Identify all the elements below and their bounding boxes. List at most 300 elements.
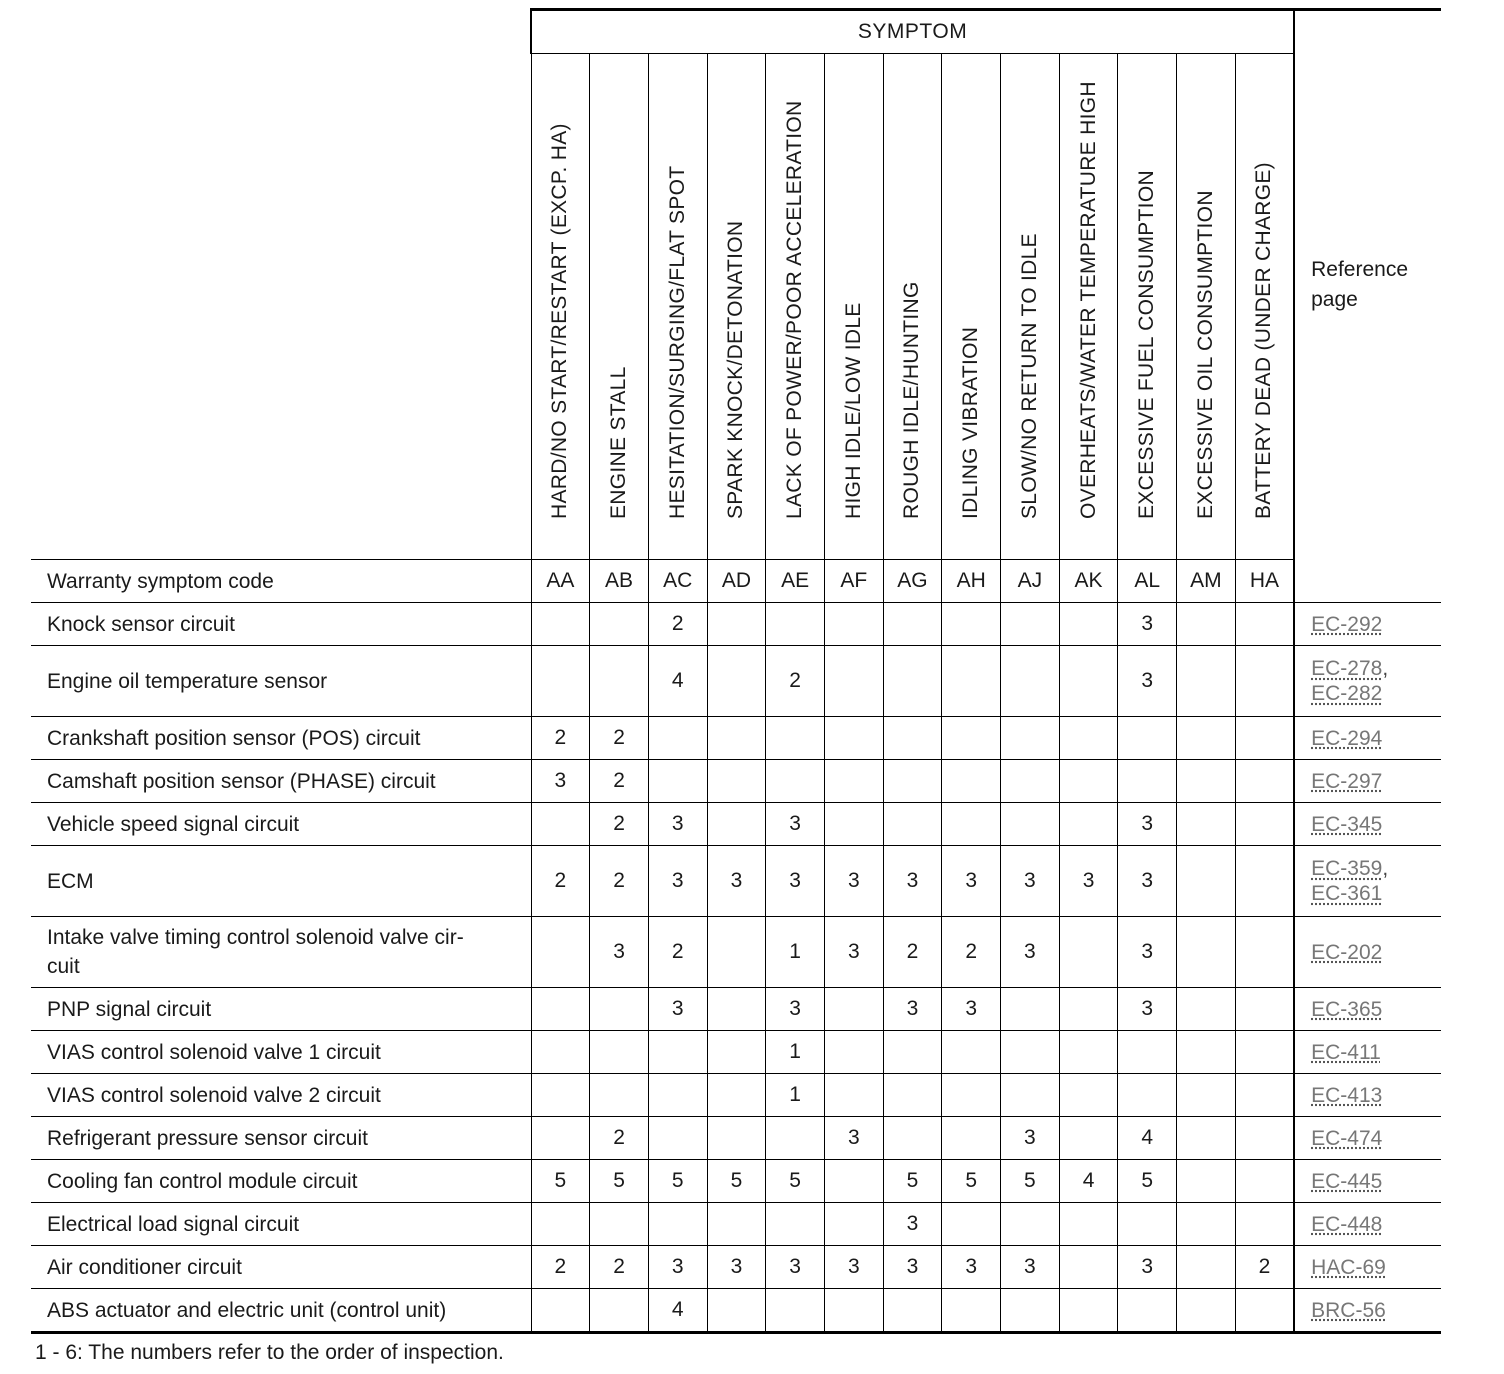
reference-link[interactable]: EC-297 <box>1311 769 1383 793</box>
table-row <box>31 917 1441 988</box>
inspection-order-cell <box>531 1289 590 1333</box>
inspection-order-cell <box>648 760 707 803</box>
inspection-order-cell <box>883 646 942 717</box>
symptom-header-label: IDLING VIBRATION <box>959 326 983 519</box>
reference-page-cell <box>1294 603 1441 646</box>
row-label: ABS actuator and electric unit (control unit) <box>31 1289 531 1333</box>
inspection-order-cell: 3 <box>883 1203 942 1246</box>
inspection-order-cell <box>1118 760 1177 803</box>
inspection-order-cell: 3 <box>1001 1117 1060 1160</box>
inspection-order-cell: 5 <box>766 1160 825 1203</box>
inspection-order-cell <box>883 1074 942 1117</box>
inspection-order-cell <box>766 1203 825 1246</box>
warranty-code-cell: AB <box>590 560 649 603</box>
inspection-order-cell <box>1118 1203 1177 1246</box>
inspection-order-cell <box>1235 1203 1294 1246</box>
reference-link[interactable]: EC-282 <box>1311 682 1383 705</box>
inspection-order-cell: 3 <box>1059 846 1118 917</box>
inspection-order-cell <box>942 1031 1001 1074</box>
table-row <box>31 760 1441 803</box>
warranty-code-cell: AF <box>824 560 883 603</box>
inspection-order-cell <box>1001 760 1060 803</box>
inspection-order-cell <box>766 1289 825 1333</box>
reference-page-cell <box>1294 1117 1441 1160</box>
symptom-header-wrap <box>766 63 824 543</box>
inspection-order-cell: 5 <box>648 1160 707 1203</box>
inspection-order-cell <box>1235 1289 1294 1333</box>
table-row <box>31 803 1441 846</box>
warranty-code-cell: HA <box>1235 560 1294 603</box>
inspection-order-cell <box>1177 803 1236 846</box>
inspection-order-cell: 3 <box>1118 603 1177 646</box>
inspection-order-cell: 2 <box>590 717 649 760</box>
inspection-order-cell <box>883 717 942 760</box>
inspection-order-cell <box>1235 1160 1294 1203</box>
inspection-order-cell <box>1059 1246 1118 1289</box>
symptom-header-wrap <box>825 63 883 543</box>
inspection-order-cell <box>531 917 590 988</box>
symptom-header-label: SLOW/NO RETURN TO IDLE <box>1017 233 1041 519</box>
footnote: 1 - 6: The numbers refer to the order of inspection. <box>35 1341 504 1364</box>
inspection-order-cell <box>942 1074 1001 1117</box>
inspection-order-cell <box>1001 717 1060 760</box>
inspection-order-cell: 3 <box>883 988 942 1031</box>
warranty-code-cell: AD <box>707 560 766 603</box>
inspection-order-cell <box>1059 1074 1118 1117</box>
inspection-order-cell: 3 <box>531 760 590 803</box>
inspection-order-cell <box>824 1289 883 1333</box>
inspection-order-cell: 3 <box>1118 846 1177 917</box>
reference-link[interactable]: EC-294 <box>1311 726 1383 750</box>
inspection-order-cell: 2 <box>531 717 590 760</box>
symptom-header-al <box>1118 54 1177 560</box>
warranty-code-cell: AC <box>648 560 707 603</box>
inspection-order-cell: 5 <box>883 1160 942 1203</box>
inspection-order-cell: 3 <box>883 846 942 917</box>
warranty-code-cell: AL <box>1118 560 1177 603</box>
table-row <box>31 1031 1441 1074</box>
reference-page-cell <box>1294 760 1441 803</box>
inspection-order-cell <box>1177 646 1236 717</box>
inspection-order-cell <box>942 603 1001 646</box>
inspection-order-cell <box>1059 917 1118 988</box>
inspection-order-cell: 5 <box>942 1160 1001 1203</box>
inspection-order-cell: 3 <box>942 846 1001 917</box>
inspection-order-cell: 2 <box>531 1246 590 1289</box>
inspection-order-cell <box>824 603 883 646</box>
inspection-order-cell <box>1001 1031 1060 1074</box>
symptom-header-label: EXCESSIVE OIL CONSUMPTION <box>1193 190 1217 519</box>
reference-link[interactable]: EC-413 <box>1311 1083 1383 1107</box>
inspection-order-cell <box>531 1203 590 1246</box>
inspection-order-cell: 3 <box>648 1246 707 1289</box>
inspection-order-cell: 3 <box>1001 1246 1060 1289</box>
inspection-order-cell <box>824 760 883 803</box>
inspection-order-cell: 3 <box>648 803 707 846</box>
symptom-matrix-table <box>31 8 1441 1334</box>
inspection-order-cell: 3 <box>1118 988 1177 1031</box>
inspection-order-cell <box>824 1203 883 1246</box>
reference-header-line2: page <box>1311 288 1358 312</box>
inspection-order-cell <box>1235 603 1294 646</box>
reference-page-cell <box>1294 803 1441 846</box>
symptom-header-label: OVERHEATS/WATER TEMPERATURE HIGH <box>1076 81 1100 519</box>
inspection-order-cell <box>531 646 590 717</box>
inspection-order-cell <box>531 803 590 846</box>
symptom-group-header: SYMPTOM <box>531 10 1294 54</box>
inspection-order-cell <box>883 760 942 803</box>
inspection-order-cell <box>1235 1117 1294 1160</box>
inspection-order-cell <box>1177 1160 1236 1203</box>
inspection-order-cell: 3 <box>707 846 766 917</box>
inspection-order-cell <box>707 717 766 760</box>
inspection-order-cell <box>590 603 649 646</box>
inspection-order-cell <box>1177 846 1236 917</box>
inspection-order-cell <box>590 1074 649 1117</box>
table-row <box>31 1246 1441 1289</box>
reference-link[interactable]: EC-359 <box>1311 857 1383 880</box>
reference-page-cell <box>1294 1074 1441 1117</box>
row-label: Intake valve timing control solenoid valve cir- cuit <box>31 917 531 988</box>
symptom-header-wrap <box>1001 63 1059 543</box>
reference-page-cell <box>1294 1203 1441 1246</box>
inspection-order-cell <box>1177 917 1236 988</box>
inspection-order-cell <box>1235 760 1294 803</box>
inspection-order-cell: 3 <box>1001 846 1060 917</box>
inspection-order-cell <box>1235 646 1294 717</box>
inspection-order-cell <box>648 1031 707 1074</box>
symptom-header-wrap <box>532 63 590 543</box>
inspection-order-cell <box>1235 917 1294 988</box>
table-row <box>31 646 1441 717</box>
inspection-order-cell: 3 <box>824 1117 883 1160</box>
warranty-code-cell: AK <box>1059 560 1118 603</box>
reference-page-cell <box>1294 1031 1441 1074</box>
warranty-code-cell: AE <box>766 560 825 603</box>
table-row <box>31 1289 1441 1333</box>
matrix-body <box>31 560 1441 1333</box>
inspection-order-cell <box>1177 1031 1236 1074</box>
reference-link[interactable]: EC-474 <box>1311 1126 1383 1150</box>
inspection-order-cell <box>590 1203 649 1246</box>
symptom-matrix-sheet <box>31 8 1441 1334</box>
inspection-order-cell <box>1235 1031 1294 1074</box>
inspection-order-cell <box>1235 1074 1294 1117</box>
symptom-header-aj <box>1001 54 1060 560</box>
reference-link[interactable]: BRC-56 <box>1311 1298 1386 1322</box>
symptom-header-wrap <box>942 63 1000 543</box>
symptom-header-label: ENGINE STALL <box>607 366 631 519</box>
inspection-order-cell <box>1235 846 1294 917</box>
inspection-order-cell <box>883 603 942 646</box>
inspection-order-cell <box>707 1074 766 1117</box>
row-label: Crankshaft position sensor (POS) circuit <box>31 717 531 760</box>
symptom-header-wrap <box>590 63 648 543</box>
inspection-order-cell <box>824 1031 883 1074</box>
symptom-header-label: LACK OF POWER/POOR ACCELERATION <box>783 100 807 519</box>
inspection-order-cell <box>766 603 825 646</box>
inspection-order-cell: 2 <box>883 917 942 988</box>
inspection-order-cell <box>1001 803 1060 846</box>
inspection-order-cell <box>707 646 766 717</box>
symptom-header-wrap <box>1177 63 1235 543</box>
reference-link[interactable]: EC-292 <box>1311 612 1383 636</box>
inspection-order-cell <box>707 803 766 846</box>
inspection-order-cell: 3 <box>648 988 707 1031</box>
inspection-order-cell <box>707 760 766 803</box>
reference-page-cell <box>1294 717 1441 760</box>
inspection-order-cell: 2 <box>648 917 707 988</box>
symptom-header-ad <box>707 54 766 560</box>
inspection-order-cell: 2 <box>648 603 707 646</box>
inspection-order-cell: 5 <box>707 1160 766 1203</box>
symptom-header-am <box>1177 54 1236 560</box>
reference-header-line1: Reference <box>1311 258 1409 282</box>
warranty-code-label: Warranty symptom code <box>31 560 531 603</box>
warranty-code-ref-empty <box>1294 560 1441 603</box>
inspection-order-cell <box>1177 717 1236 760</box>
inspection-order-cell <box>707 1203 766 1246</box>
inspection-order-cell: 4 <box>648 646 707 717</box>
inspection-order-cell: 3 <box>707 1246 766 1289</box>
warranty-code-cell: AA <box>531 560 590 603</box>
inspection-order-cell <box>1001 1074 1060 1117</box>
table-row <box>31 603 1441 646</box>
reference-page-cell <box>1294 917 1441 988</box>
inspection-order-cell <box>1118 1289 1177 1333</box>
inspection-order-cell: 3 <box>942 1246 1001 1289</box>
symptom-header-aa <box>531 54 590 560</box>
table-row <box>31 1160 1441 1203</box>
row-label: VIAS control solenoid valve 2 circuit <box>31 1074 531 1117</box>
inspection-order-cell <box>1059 717 1118 760</box>
inspection-order-cell <box>883 1117 942 1160</box>
row-label: Refrigerant pressure sensor circuit <box>31 1117 531 1160</box>
inspection-order-cell <box>942 1203 1001 1246</box>
inspection-order-cell <box>1118 717 1177 760</box>
inspection-order-cell <box>1177 1074 1236 1117</box>
row-label: Camshaft position sensor (PHASE) circuit <box>31 760 531 803</box>
inspection-order-cell: 3 <box>824 846 883 917</box>
symptom-header-ae <box>766 54 825 560</box>
row-label: Vehicle speed signal circuit <box>31 803 531 846</box>
inspection-order-cell: 4 <box>1118 1117 1177 1160</box>
inspection-order-cell: 3 <box>824 1246 883 1289</box>
inspection-order-cell <box>766 760 825 803</box>
inspection-order-cell <box>824 988 883 1031</box>
inspection-order-cell <box>1059 1203 1118 1246</box>
reference-page-cell <box>1294 646 1441 717</box>
inspection-order-cell <box>590 646 649 717</box>
inspection-order-cell <box>1177 760 1236 803</box>
symptom-header-label: SPARK KNOCK/DETONATION <box>724 220 748 519</box>
inspection-order-cell <box>942 717 1001 760</box>
inspection-order-cell: 3 <box>590 917 649 988</box>
inspection-order-cell: 3 <box>648 846 707 917</box>
inspection-order-cell <box>766 717 825 760</box>
reference-page-cell <box>1294 1246 1441 1289</box>
symptom-header-ab <box>590 54 649 560</box>
row-label: VIAS control solenoid valve 1 circuit <box>31 1031 531 1074</box>
inspection-order-cell <box>1001 988 1060 1031</box>
table-row <box>31 988 1441 1031</box>
reference-page-cell <box>1294 1289 1441 1333</box>
inspection-order-cell <box>1059 1117 1118 1160</box>
inspection-order-cell <box>824 717 883 760</box>
symptom-header-wrap <box>884 63 942 543</box>
symptom-header-label: HIGH IDLE/LOW IDLE <box>841 302 865 519</box>
inspection-order-cell: 2 <box>942 917 1001 988</box>
symptom-header-ha <box>1235 54 1294 560</box>
symptom-header-wrap <box>649 63 707 543</box>
inspection-order-cell <box>531 1031 590 1074</box>
reference-page-header <box>1294 10 1441 560</box>
inspection-order-cell <box>883 1031 942 1074</box>
inspection-order-cell <box>1177 1117 1236 1160</box>
reference-link[interactable]: EC-448 <box>1311 1212 1383 1236</box>
inspection-order-cell <box>707 603 766 646</box>
inspection-order-cell <box>824 803 883 846</box>
warranty-code-row <box>31 560 1441 603</box>
inspection-order-cell <box>1001 1203 1060 1246</box>
reference-page-cell <box>1294 846 1441 917</box>
inspection-order-cell: 2 <box>1235 1246 1294 1289</box>
reference-link[interactable]: EC-278 <box>1311 657 1383 680</box>
inspection-order-cell <box>648 1203 707 1246</box>
inspection-order-cell: 2 <box>590 760 649 803</box>
inspection-order-cell: 1 <box>766 1031 825 1074</box>
inspection-order-cell <box>1235 988 1294 1031</box>
inspection-order-cell: 2 <box>590 846 649 917</box>
inspection-order-cell <box>1001 1289 1060 1333</box>
inspection-order-cell <box>766 1117 825 1160</box>
inspection-order-cell: 3 <box>824 917 883 988</box>
row-label: ECM <box>31 846 531 917</box>
inspection-order-cell: 5 <box>1001 1160 1060 1203</box>
warranty-code-cell: AM <box>1177 560 1236 603</box>
inspection-order-cell <box>1235 717 1294 760</box>
row-label: PNP signal circuit <box>31 988 531 1031</box>
inspection-order-cell <box>590 1031 649 1074</box>
inspection-order-cell <box>707 1289 766 1333</box>
table-row <box>31 1117 1441 1160</box>
row-label: Knock sensor circuit <box>31 603 531 646</box>
inspection-order-cell <box>590 1289 649 1333</box>
inspection-order-cell: 3 <box>766 803 825 846</box>
inspection-order-cell: 3 <box>766 1246 825 1289</box>
inspection-order-cell: 4 <box>648 1289 707 1333</box>
reference-link[interactable]: EC-202 <box>1311 940 1383 964</box>
inspection-order-cell <box>1177 988 1236 1031</box>
inspection-order-cell <box>942 1289 1001 1333</box>
inspection-order-cell: 5 <box>531 1160 590 1203</box>
inspection-order-cell <box>648 1117 707 1160</box>
inspection-order-cell <box>824 1074 883 1117</box>
reference-link[interactable]: EC-361 <box>1311 882 1383 905</box>
inspection-order-cell <box>648 717 707 760</box>
inspection-order-cell <box>707 988 766 1031</box>
inspection-order-cell: 2 <box>590 803 649 846</box>
inspection-order-cell: 3 <box>766 988 825 1031</box>
inspection-order-cell <box>942 1117 1001 1160</box>
inspection-order-cell <box>1118 1074 1177 1117</box>
reference-link[interactable]: EC-445 <box>1311 1169 1383 1193</box>
symptom-header-ac <box>648 54 707 560</box>
inspection-order-cell <box>1001 603 1060 646</box>
inspection-order-cell <box>590 988 649 1031</box>
inspection-order-cell <box>707 1117 766 1160</box>
inspection-order-cell <box>648 1074 707 1117</box>
inspection-order-cell: 2 <box>766 646 825 717</box>
inspection-order-cell <box>1177 1246 1236 1289</box>
symptom-header-wrap <box>1236 63 1293 543</box>
row-label: Cooling fan control module circuit <box>31 1160 531 1203</box>
inspection-order-cell <box>1059 646 1118 717</box>
symptom-header-label: BATTERY DEAD (UNDER CHARGE) <box>1252 162 1276 519</box>
inspection-order-cell <box>824 1160 883 1203</box>
inspection-order-cell <box>1059 1031 1118 1074</box>
symptom-header-label: ROUGH IDLE/HUNTING <box>900 281 924 519</box>
reference-link[interactable]: EC-365 <box>1311 997 1383 1021</box>
table-row <box>31 1203 1441 1246</box>
inspection-order-cell <box>531 1074 590 1117</box>
symptom-header-wrap <box>1060 63 1118 543</box>
inspection-order-cell <box>1177 1203 1236 1246</box>
inspection-order-cell <box>1177 1289 1236 1333</box>
symptom-header-wrap <box>708 63 766 543</box>
symptom-header-ah <box>942 54 1001 560</box>
inspection-order-cell: 3 <box>942 988 1001 1031</box>
inspection-order-cell <box>531 603 590 646</box>
reference-page-cell <box>1294 988 1441 1031</box>
inspection-order-cell: 4 <box>1059 1160 1118 1203</box>
inspection-order-cell <box>707 917 766 988</box>
inspection-order-cell: 5 <box>1118 1160 1177 1203</box>
inspection-order-cell: 2 <box>590 1246 649 1289</box>
inspection-order-cell <box>883 803 942 846</box>
reference-separator: , <box>1382 857 1389 880</box>
inspection-order-cell <box>1118 1031 1177 1074</box>
symptom-header-wrap <box>1118 63 1176 543</box>
symptom-header-ag <box>883 54 942 560</box>
warranty-code-cell: AJ <box>1001 560 1060 603</box>
reference-link[interactable]: EC-345 <box>1311 812 1383 836</box>
inspection-order-cell <box>824 646 883 717</box>
inspection-order-cell <box>1059 803 1118 846</box>
reference-link[interactable]: EC-411 <box>1311 1040 1381 1064</box>
warranty-code-cell: AG <box>883 560 942 603</box>
inspection-order-cell: 5 <box>590 1160 649 1203</box>
symptom-header-label: HESITATION/SURGING/FLAT SPOT <box>665 165 689 519</box>
inspection-order-cell <box>1059 988 1118 1031</box>
inspection-order-cell: 3 <box>766 846 825 917</box>
reference-link[interactable]: HAC-69 <box>1311 1255 1386 1279</box>
inspection-order-cell: 1 <box>766 1074 825 1117</box>
inspection-order-cell: 3 <box>1118 803 1177 846</box>
inspection-order-cell: 2 <box>531 846 590 917</box>
inspection-order-cell <box>1059 603 1118 646</box>
inspection-order-cell: 1 <box>766 917 825 988</box>
inspection-order-cell <box>1059 760 1118 803</box>
inspection-order-cell: 3 <box>1001 917 1060 988</box>
inspection-order-cell <box>531 988 590 1031</box>
symptom-header-label: EXCESSIVE FUEL CONSUMPTION <box>1135 170 1159 519</box>
inspection-order-cell: 3 <box>1118 1246 1177 1289</box>
inspection-order-cell <box>531 1117 590 1160</box>
header-blank-corner <box>31 10 531 560</box>
inspection-order-cell <box>942 803 1001 846</box>
symptom-header-ak <box>1059 54 1118 560</box>
